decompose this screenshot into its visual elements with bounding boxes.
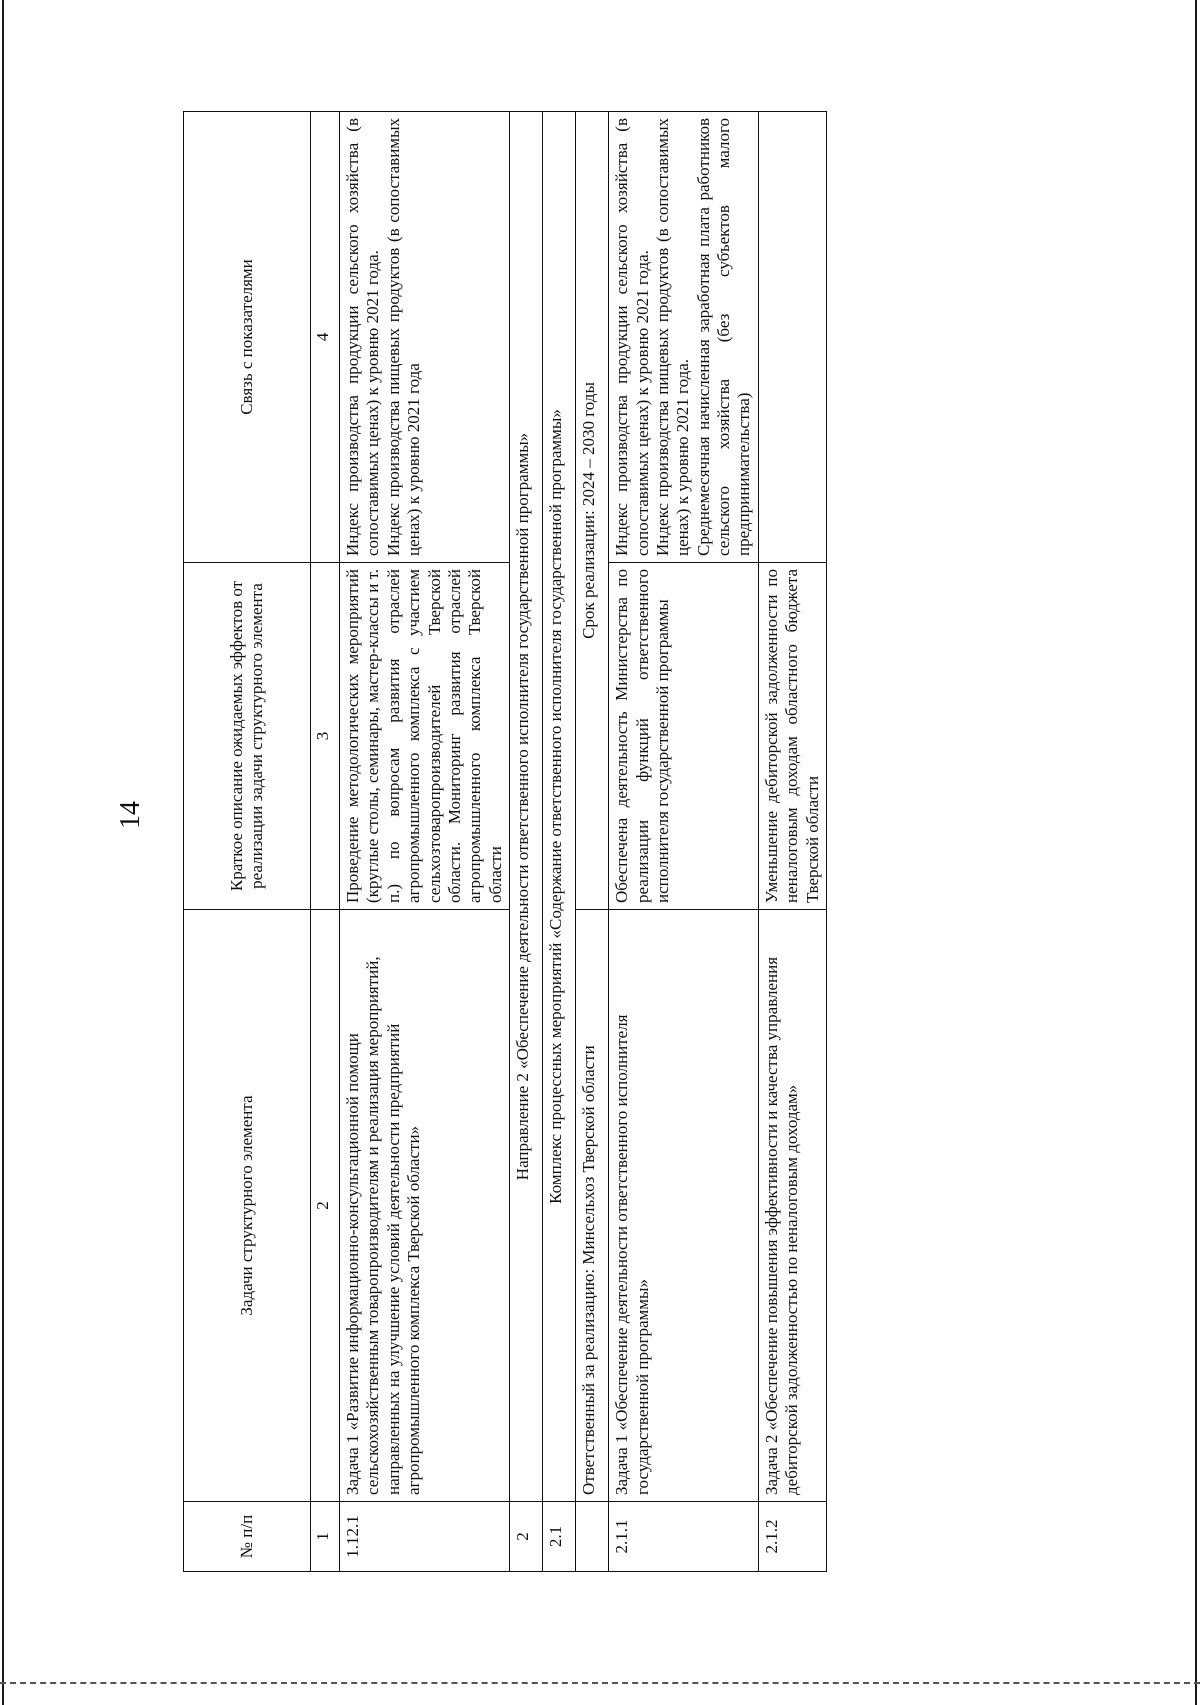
row-indicators-empty xyxy=(758,112,826,563)
row-num: 1.12.1 xyxy=(340,1502,510,1572)
row-num: 2.1.1 xyxy=(609,1502,759,1572)
table-header-row xyxy=(184,112,311,1572)
scan-edge-right xyxy=(1195,0,1197,1705)
column-number: 1 xyxy=(311,1502,340,1572)
table-row xyxy=(340,112,510,1572)
header-indicators: Связь с показателями xyxy=(184,112,311,563)
indicator-item: Индекс производства пищевых продуктов (в сопоставимых ценах) к уровню 2021 года xyxy=(383,118,424,556)
table-row xyxy=(609,112,759,1572)
indicator-item: Индекс производства продукции сельского хозяйства (в сопоставимых ценах) к уровню 2021 года. xyxy=(612,118,652,556)
row-num: 2 xyxy=(510,1502,543,1572)
column-number: 2 xyxy=(311,910,340,1502)
table-row-responsible xyxy=(576,112,609,1572)
column-number: 4 xyxy=(311,112,340,563)
complex-title: Комплекс процессных мероприятий «Содержание ответственного исполнителя государственной программы» xyxy=(543,112,576,1502)
row-effect: Уменьшение дебиторской задолженности по неналоговым доходам областного бюджета Тверской области xyxy=(758,563,826,910)
header-num: № п/п xyxy=(184,1502,311,1572)
indicator-item: Среднемесячная начисленная заработная плата работников сельского хозяйства (без субъектов малого предпринимательства) xyxy=(693,118,754,556)
row-indicators xyxy=(340,112,510,563)
page-number: 14 xyxy=(115,801,146,829)
rotated-table-container xyxy=(183,112,961,1572)
row-indicators xyxy=(609,112,759,563)
term-text: Срок реализации: 2024 – 2030 годы xyxy=(576,112,609,910)
table-row-complex xyxy=(543,112,576,1572)
column-number-row xyxy=(311,112,340,1572)
structural-elements-table xyxy=(183,111,827,1572)
column-number: 3 xyxy=(311,563,340,910)
scan-edge-left xyxy=(2,0,4,1705)
scan-bottom-edge xyxy=(0,1682,1200,1684)
row-task: Задача 2 «Обеспечение повышения эффективности и качества управления дебиторской задолженностью по неналоговым доходам» xyxy=(758,910,826,1502)
table-row-direction xyxy=(510,112,543,1572)
responsible-text: Ответственный за реализацию: Минсельхоз Тверской области xyxy=(576,910,609,1502)
row-num: 2.1.2 xyxy=(758,1502,826,1572)
row-task: Задача 1 «Обеспечение деятельности ответственного исполнителя государственной программы» xyxy=(609,910,759,1502)
header-effect: Краткое описание ожидаемых эффектов от реализации задачи структурного элемента xyxy=(184,563,311,910)
row-effect: Обеспечена деятельность Министерства по реализации функций ответственного исполнителя государственной программы xyxy=(609,563,759,910)
row-num: 2.1 xyxy=(543,1502,576,1572)
header-task: Задачи структурного элемента xyxy=(184,910,311,1502)
table-row xyxy=(758,112,826,1572)
row-num-empty xyxy=(576,1502,609,1572)
direction-title: Направление 2 «Обеспечение деятельности ответственного исполнителя государственной программы» xyxy=(510,112,543,1502)
indicator-item: Индекс производства пищевых продуктов (в сопоставимых ценах) к уровню 2021 года. xyxy=(652,118,693,556)
indicator-item: Индекс производства продукции сельского хозяйства (в сопоставимых ценах) к уровню 2021 года. xyxy=(343,118,383,556)
row-task: Задача 1 «Развитие информационно-консультационной помощи сельскохозяйственным товаропроизводителям и реализация мероприятий, направленных на улучшение условий деятельности предприятий агропромышленного комплекса Тверской области» xyxy=(340,910,510,1502)
row-effect: Проведение методологических мероприятий (круглые столы, семинары, мастер-классы и т. п.) по вопросам развития отраслей агропромышленного комплекса с участием сельхозтоваропроизводителей Тверской области. Мониторинг развития отраслей агропромышленного комплекса Тверской области xyxy=(340,563,510,910)
